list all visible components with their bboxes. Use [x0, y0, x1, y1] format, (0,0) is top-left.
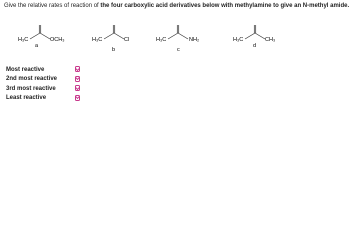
bond-d-1 [245, 33, 255, 39]
molecule-b-left: H₃C [92, 37, 103, 43]
bond-a-2 [40, 33, 50, 39]
question-text [4, 2, 348, 10]
molecule-a-label: a [35, 43, 39, 49]
molecule-d [233, 25, 275, 49]
bond-a-1 [30, 33, 40, 39]
molecule-structures [0, 14, 350, 64]
question-prefix: Give the relative rates of reaction of [4, 3, 101, 9]
rank-label-2nd: 2nd most reactive [6, 76, 58, 83]
question-bold: the four carboxylic acid derivatives below with methylamine to give an N-methyl amide. [100, 3, 350, 9]
molecule-c-left: H₃C [156, 37, 167, 43]
molecule-a-left: H₃C [18, 37, 29, 43]
rank-row-most [6, 65, 86, 75]
rank-select-most-dropdown[interactable] [75, 66, 80, 72]
bond-c-2 [178, 33, 188, 39]
structures-svg [0, 14, 350, 64]
rank-select-2nd-dropdown[interactable] [75, 76, 80, 82]
molecule-b [92, 25, 129, 53]
molecule-a [18, 25, 64, 49]
molecule-d-label: d [253, 43, 257, 49]
molecule-b-right: Cl [124, 37, 130, 43]
bond-c-1 [168, 33, 178, 39]
molecule-a-right: OCH₃ [50, 37, 65, 43]
bond-b-2 [114, 33, 124, 39]
molecule-d-right: CH₃ [265, 37, 276, 43]
molecule-c-right: NH₂ [189, 37, 200, 43]
molecule-d-left: H₃C [233, 37, 244, 43]
rank-row-3rd [6, 84, 86, 94]
bond-b-1 [104, 33, 114, 39]
molecule-c-label: c [177, 47, 180, 53]
rank-row-2nd [6, 75, 86, 85]
bond-d-2 [255, 33, 265, 39]
reactivity-ranking [6, 65, 86, 103]
rank-select-least-dropdown[interactable] [75, 95, 80, 101]
rank-label-3rd: 3rd most reactive [6, 85, 56, 92]
molecule-b-label: b [112, 47, 116, 53]
molecule-c [156, 25, 199, 53]
rank-select-3rd-dropdown[interactable] [75, 85, 80, 91]
rank-label-least: Least reactive [6, 95, 47, 102]
rank-row-least [6, 94, 86, 104]
rank-label-most: Most reactive [6, 66, 45, 73]
